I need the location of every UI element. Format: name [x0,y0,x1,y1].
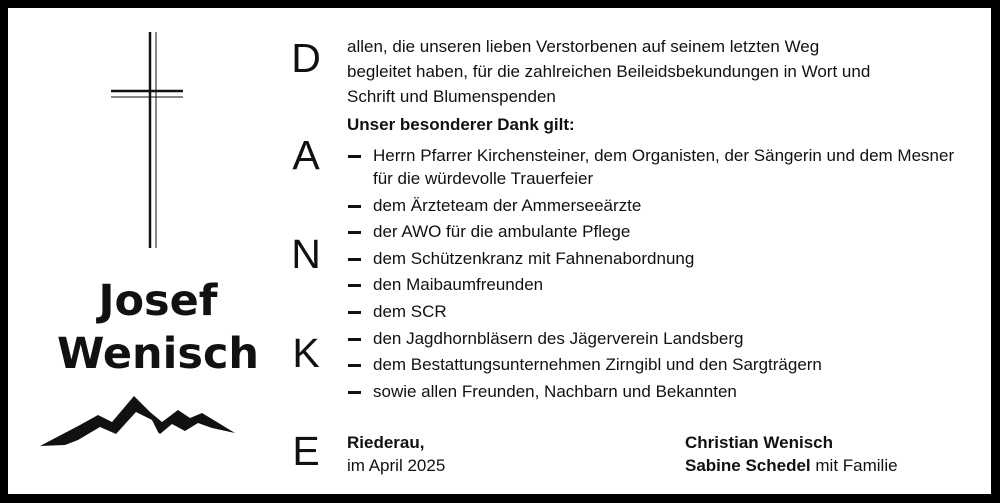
danke-letter-a: A [292,132,320,178]
special-thanks-heading: Unser besonderer Dank gilt: [347,115,575,134]
deceased-last-name: Wenisch [56,329,260,379]
mountains-icon [40,396,235,448]
list-item: der AWO für die ambulante Pflege [347,220,977,243]
dash-icon [348,155,361,158]
cross-icon [111,32,191,248]
place: Riederau, [347,433,425,452]
list-item: Herrn Pfarrer Kirchensteiner, dem Organisten, der Sängerin und dem Mesner für die würdevolle Trauerfeier [347,144,977,190]
danke-letter-e: E [292,428,320,474]
dash-icon [348,391,361,394]
list-item: dem Bestattungsunternehmen Zirngibl und den Sargträgern [347,353,977,376]
dash-icon [348,338,361,341]
danke-letter-d: D [291,35,321,81]
list-item: den Jagdhornbläsern des Jägerverein Landsberg [347,327,977,350]
dash-icon [348,258,361,261]
intro-text [347,34,967,109]
dash-icon [348,311,361,314]
dash-icon [348,284,361,287]
intro-line: allen, die unseren lieben Verstorbenen auf seinem letzten Weg [347,37,820,56]
danke-letter-k: K [292,330,320,376]
deceased-first-name: Josef [98,276,218,326]
signatory-2 [685,454,898,477]
thanks-list [347,144,977,406]
list-item: sowie allen Freunden, Nachbarn und Bekannten [347,380,977,403]
date: im April 2025 [347,456,446,475]
intro-line: begleitet haben, für die zahlreichen Beileidsbekundungen in Wort und [347,62,871,81]
list-item: dem SCR [347,300,977,323]
dash-icon [348,231,361,234]
list-item: dem Schützenkranz mit Fahnenabordnung [347,247,977,270]
intro-line: Schrift und Blumenspenden [347,87,556,106]
signatory-2-suffix: mit Familie [810,456,898,475]
dash-icon [348,205,361,208]
obituary-card [8,8,991,494]
list-item: den Maibaumfreunden [347,273,977,296]
list-item: dem Ärzteteam der Ammerseeärzte [347,194,977,217]
signatory-2-name: Sabine Schedel [685,456,811,475]
danke-letter-n: N [291,231,321,277]
signatory-1: Christian Wenisch [685,433,833,452]
dash-icon [348,364,361,367]
